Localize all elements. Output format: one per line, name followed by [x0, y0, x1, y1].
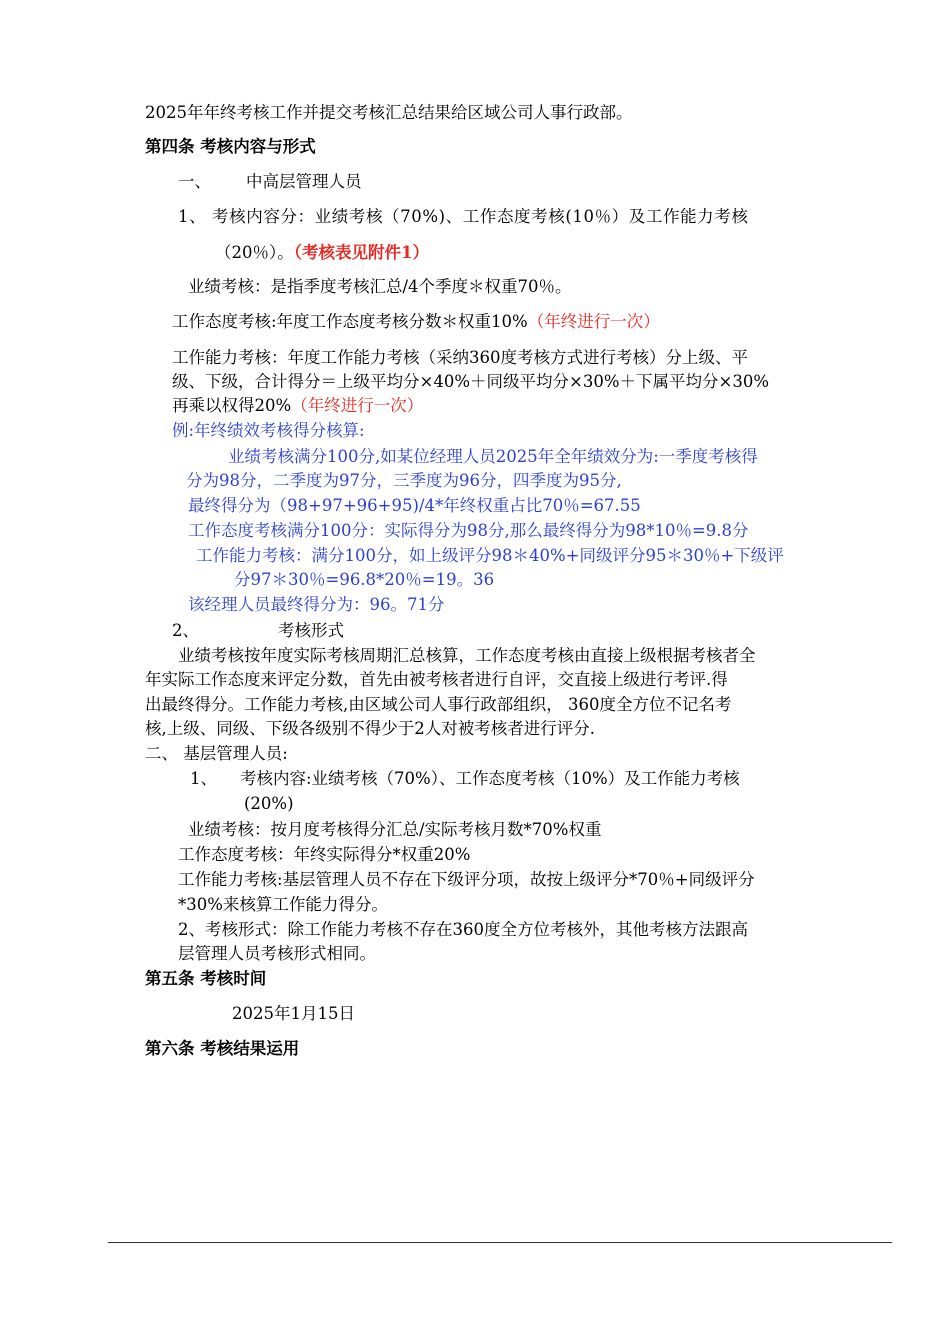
example-line: 业绩考核满分100分,如某位经理人员2025年全年绩效分为:一季度考核得 [228, 447, 758, 466]
footer-divider [108, 1242, 892, 1243]
paragraph-line: 工作能力考核:基层管理人员不存在下级评分项，故按上级评分*70％+同级评分 [178, 870, 755, 889]
subsection-heading: 二、 基层管理人员: [145, 744, 288, 763]
text-run: （20％）。 [215, 243, 294, 262]
paragraph-line: 业绩考核：按月度考核得分汇总/实际考核月数*70%权重 [188, 820, 602, 839]
paragraph-line: 业绩考核：是指季度考核汇总/4个季度＊权重70％。 [188, 277, 572, 296]
paragraph-line: 核,上级、同级、下级各级别不得少于2人对被考核者进行评分. [145, 719, 595, 738]
example-line: 最终得分为（98+97+96+95)/4*年终权重占比70％=67.55 [188, 496, 641, 515]
note-red: （年终进行一次） [291, 396, 424, 415]
section-heading-article-4: 第四条 考核内容与形式 [145, 137, 316, 156]
example-line: 分97＊30％=96.8*20％=19。36 [234, 570, 495, 589]
paragraph-line: 1、 考核内容分：业绩考核（70%)、工作态度考核(10％）及工作能力考核 [178, 207, 749, 226]
paragraph-line [172, 311, 660, 333]
paragraph-line [172, 395, 423, 417]
example-line: 工作态度考核满分100分：实际得分为98分,那么最终得分为98*10％=9.8分 [188, 521, 749, 540]
assessment-date: 2025年1月15日 [232, 1004, 355, 1023]
paragraph-line: 工作能力考核：年度工作能力考核（采纳360度考核方式进行考核）分上级、平 [172, 348, 748, 367]
text-run: 工作态度考核:年度工作态度考核分数＊权重10% [172, 312, 528, 331]
subsection-title: 中高层管理人员 [246, 172, 362, 191]
subsection-number: 1、 [190, 769, 217, 788]
paragraph-line [215, 242, 429, 264]
note-red: （年终进行一次） [527, 312, 660, 331]
text-run: 再乘以权得20% [172, 396, 292, 415]
subsection-title: 考核形式 [278, 621, 344, 640]
example-line: 工作能力考核：满分100分，如上级评分98＊40%+同级评分95＊30％+下级评 [196, 546, 784, 565]
paragraph-line: 2、考核形式：除工作能力考核不存在360度全方位考核外，其他考核方法跟高 [178, 920, 748, 939]
paragraph-line: 出最终得分。工作能力考核,由区域公司人事行政部组织， 360度全方位不记名考 [145, 695, 732, 714]
example-line: 例:年终绩效考核得分核算: [172, 421, 365, 440]
paragraph-line: (20%) [244, 794, 294, 813]
example-line: 分为98分，二季度为97分，三季度为96分，四季度为95分, [186, 471, 622, 490]
section-heading-article-5: 第五条 考核时间 [145, 969, 267, 988]
example-line: 该经理人员最终得分为：96。71分 [188, 595, 445, 614]
paragraph-line: 考核内容:业绩考核（70%）、工作态度考核（10%）及工作能力考核 [240, 769, 740, 788]
paragraph-line: 业绩考核按年度实际考核周期汇总核算，工作态度考核由直接上级根据考核者全 [178, 646, 756, 665]
paragraph-line: 年实际工作态度来评定分数，首先由被考核者进行自评，交直接上级进行考评.得 [145, 670, 728, 689]
section-heading-article-6: 第六条 考核结果运用 [145, 1039, 300, 1058]
paragraph-line: 层管理人员考核形式相同。 [178, 944, 376, 963]
subsection-number: 一、 [178, 172, 211, 191]
paragraph-line: 级、下级，合计得分＝上级平均分×40%＋同级平均分×30%＋下属平均分×30% [172, 372, 769, 391]
paragraph-line: 工作态度考核：年终实际得分*权重20% [178, 845, 471, 864]
paragraph-line: 2025年年终考核工作并提交考核汇总结果给区域公司人事行政部。 [145, 103, 633, 122]
paragraph-line: *30%来核算工作能力得分。 [178, 895, 388, 914]
subsection-number: 2、 [172, 621, 199, 640]
attachment-note: （考核表见附件1） [293, 243, 429, 262]
